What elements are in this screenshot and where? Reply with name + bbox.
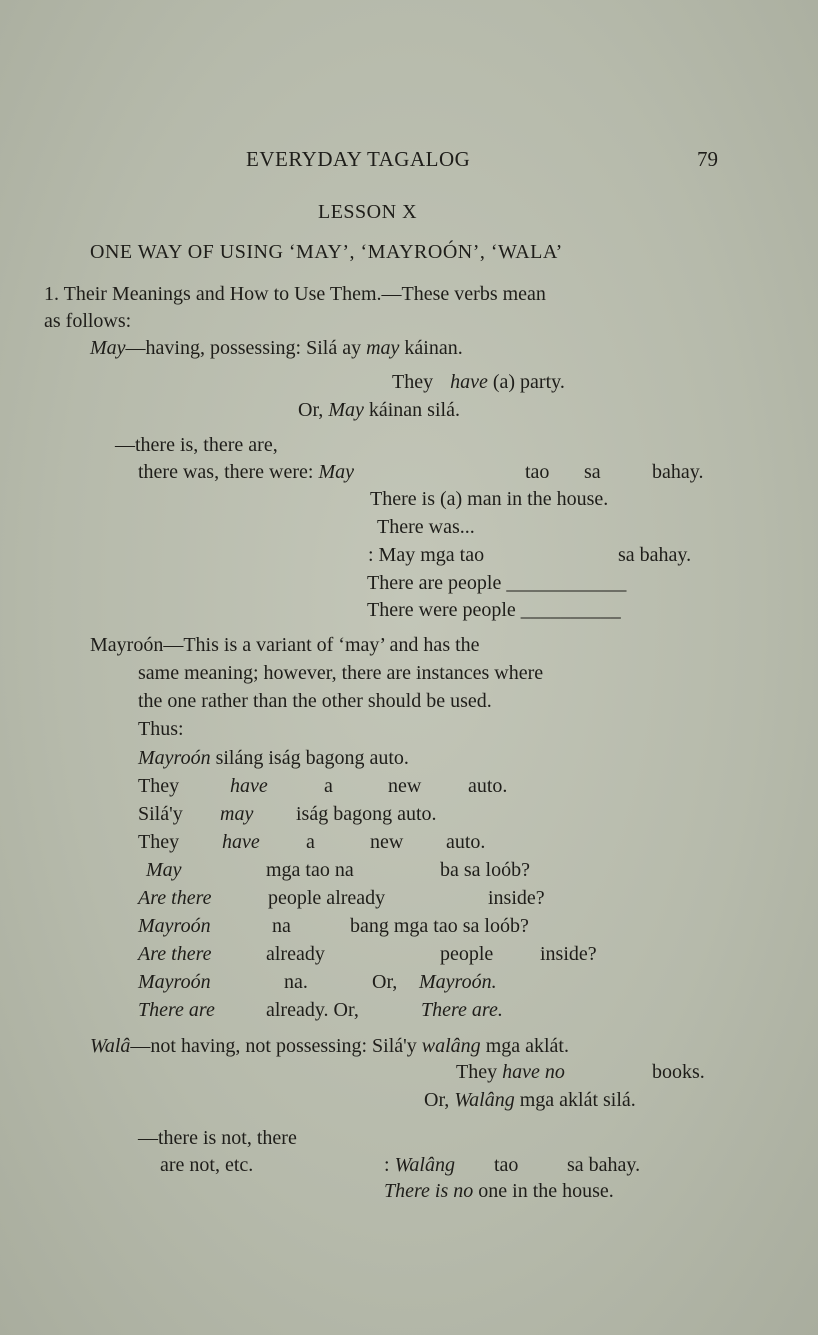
wala-ex-italic: Walâng bbox=[394, 1154, 455, 1176]
may-def1-italic: may bbox=[366, 337, 400, 359]
wala-definition-2-line-2: are not, etc. bbox=[160, 1154, 254, 1176]
may-ex1-italic: have bbox=[450, 371, 488, 393]
may-ex2-a: Or, bbox=[298, 399, 329, 421]
may-def2-word-sa: sa bbox=[584, 461, 601, 483]
mayroon-e3-silay: Silá'y bbox=[138, 803, 183, 825]
may-translation-1: There is (a) man in the house. bbox=[370, 488, 609, 510]
mayroon-e4-a: a bbox=[306, 831, 315, 853]
mayroon-e8-inside: inside? bbox=[540, 943, 597, 965]
may-translation-2: There was... bbox=[377, 516, 475, 538]
wala-t1-a: They bbox=[456, 1061, 503, 1083]
mayroon-e2-they: They bbox=[138, 775, 180, 797]
may-def1-text: —having, possessing: Silá ay bbox=[125, 337, 367, 359]
may-term: May bbox=[90, 337, 126, 359]
wala-example bbox=[384, 1153, 455, 1177]
may-def2-text: there was, there were: bbox=[138, 461, 319, 483]
may-plural-example-end: sa bahay. bbox=[618, 544, 692, 566]
intro-line-1: 1. Their Meanings and How to Use Them.—These verbs mean bbox=[44, 283, 546, 305]
wala-ex-tao: tao bbox=[494, 1154, 519, 1176]
wala-ex-sa-bahay: sa bahay. bbox=[567, 1154, 641, 1176]
may-def2-italic: May bbox=[318, 461, 355, 483]
may-definition-2-line-2 bbox=[138, 460, 354, 484]
may-ex2-italic: May bbox=[328, 399, 364, 421]
intro-line-2: as follows: bbox=[44, 310, 132, 332]
wala-translation-2 bbox=[424, 1088, 636, 1112]
lesson-label: LESSON X bbox=[318, 201, 418, 223]
mayroon-e2-a: a bbox=[324, 775, 333, 797]
wala-t1-italic: have no bbox=[502, 1061, 565, 1083]
mayroon-e2-new: new bbox=[388, 775, 422, 797]
wala-def1-text: —not having, not possessing: Silá'y bbox=[130, 1035, 422, 1057]
lesson-heading: ONE WAY OF USING ‘MAY’, ‘MAYROÓN’, ‘WALA’ bbox=[90, 241, 563, 263]
mayroon-e9-mayroon: Mayroón bbox=[138, 971, 211, 993]
mayroon-thus: Thus: bbox=[138, 718, 184, 740]
mayroon-e9-or: Or, bbox=[372, 971, 398, 993]
mayroon-def-line-1-text: —This is a variant of ‘may’ and has the bbox=[163, 634, 480, 656]
may-translation-4: There were people __________ bbox=[367, 599, 621, 621]
mayroon-e9-mayroon-2: Mayroón. bbox=[419, 971, 497, 993]
wala-def1-italic: walâng bbox=[421, 1035, 481, 1057]
mayroon-e5-mid: mga tao na bbox=[266, 859, 354, 881]
running-header-title: EVERYDAY TAGALOG bbox=[246, 147, 471, 171]
mayroon-e5-end: ba sa loób? bbox=[440, 859, 530, 881]
wala-t2-a: Or, bbox=[424, 1089, 455, 1111]
may-definition-2-line-1: —there is, there are, bbox=[115, 434, 278, 456]
wala-t2-c: mga aklát silá. bbox=[514, 1089, 636, 1111]
mayroon-e4-they: They bbox=[138, 831, 180, 853]
may-ex1-b: (a) party. bbox=[487, 371, 565, 393]
may-def2-word-bahay: bahay. bbox=[652, 461, 704, 483]
mayroon-e9-na: na. bbox=[284, 971, 308, 993]
may-def1-end: káinan. bbox=[399, 337, 463, 359]
wala-term: Walâ bbox=[90, 1035, 131, 1057]
may-example-2 bbox=[298, 398, 460, 422]
may-definition-1 bbox=[90, 336, 463, 360]
mayroon-e8-people: people bbox=[440, 943, 494, 965]
mayroon-e8-are-there: Are there bbox=[138, 943, 212, 965]
may-ex2-b: káinan silá. bbox=[363, 399, 460, 421]
mayroon-definition-line-2: same meaning; however, there are instances where bbox=[138, 662, 544, 684]
mayroon-e1-italic: Mayroón bbox=[138, 747, 211, 769]
mayroon-example-1 bbox=[138, 746, 409, 770]
mayroon-e8-already: already bbox=[266, 943, 325, 965]
mayroon-e4-auto: auto. bbox=[446, 831, 486, 853]
wala-t1-books: books. bbox=[652, 1061, 705, 1083]
may-plural-example: : May mga tao bbox=[368, 544, 485, 566]
mayroon-e1-rest: siláng iság bagong auto. bbox=[210, 747, 409, 769]
mayroon-e10-there-are: There are bbox=[138, 999, 215, 1021]
wala-tr-italic: There is no bbox=[384, 1180, 474, 1202]
wala-t2-italic: Walâng bbox=[454, 1089, 515, 1111]
wala-ex-colon: : bbox=[384, 1154, 395, 1176]
mayroon-e3-may: may bbox=[220, 803, 254, 825]
may-ex1-a: They bbox=[392, 371, 439, 393]
wala-def1-end: mga aklát. bbox=[480, 1035, 569, 1057]
mayroon-definition-line-3: the one rather than the other should be used. bbox=[138, 690, 492, 712]
wala-definition-1 bbox=[90, 1034, 569, 1058]
mayroon-e7-na: na bbox=[272, 915, 291, 937]
wala-translation-1 bbox=[456, 1060, 565, 1084]
mayroon-e5-may: May bbox=[146, 859, 182, 881]
mayroon-e10-mid: already. Or, bbox=[266, 999, 359, 1021]
mayroon-e6-mid: people already bbox=[268, 887, 386, 909]
may-def2-word-tao: tao bbox=[525, 461, 550, 483]
wala-translation-3 bbox=[384, 1179, 614, 1203]
mayroon-term: Mayroón bbox=[90, 634, 164, 656]
mayroon-e3-rest: iság bagong auto. bbox=[296, 803, 437, 825]
mayroon-e6-are-there: Are there bbox=[138, 887, 212, 909]
mayroon-e2-have: have bbox=[230, 775, 268, 797]
may-example-1 bbox=[392, 370, 565, 394]
mayroon-e4-new: new bbox=[370, 831, 404, 853]
wala-tr-rest: one in the house. bbox=[473, 1180, 614, 1202]
mayroon-e4-have: have bbox=[222, 831, 260, 853]
wala-definition-2-line-1: —there is not, there bbox=[138, 1127, 297, 1149]
mayroon-e2-auto: auto. bbox=[468, 775, 508, 797]
mayroon-e6-end: inside? bbox=[488, 887, 545, 909]
page-number: 79 bbox=[697, 147, 718, 171]
mayroon-definition-line-1 bbox=[90, 633, 480, 657]
mayroon-e10-end: There are. bbox=[421, 999, 503, 1021]
may-translation-3: There are people ____________ bbox=[367, 572, 627, 594]
mayroon-e7-mayroon: Mayroón bbox=[138, 915, 211, 937]
mayroon-e7-end: bang mga tao sa loób? bbox=[350, 915, 529, 937]
